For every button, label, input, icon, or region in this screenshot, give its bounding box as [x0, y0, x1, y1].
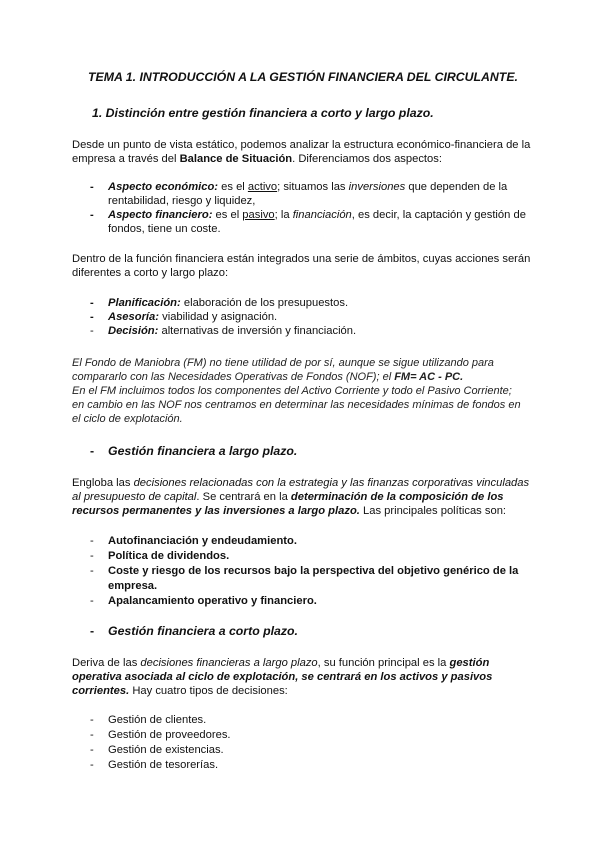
paragraph-line: corrientes. Hay cuatro tipos de decisiones: — [72, 685, 288, 697]
list-item: Decisión: alternativas de inversión y financiación. — [108, 325, 357, 337]
bullet-dash: - — [90, 744, 94, 756]
bullet-dash: - — [90, 444, 95, 458]
list-item-cont: empresa. — [108, 580, 158, 592]
bullet-dash: - — [90, 550, 94, 562]
list-item: Política de dividendos. — [108, 550, 230, 562]
section-heading: 1. Distinción entre gestión financiera a corto y largo plazo. — [92, 106, 434, 120]
bullet-dash: - — [90, 595, 94, 607]
list-item: Coste y riesgo de los recursos bajo la perspectiva del objetivo genérico de la — [108, 565, 519, 577]
list-item: Aspecto económico: es el activo; situamos las inversiones que dependen de la — [108, 181, 508, 193]
list-item-cont: rentabilidad, riesgo y liquidez, — [108, 195, 256, 207]
section-heading: Gestión financiera a corto plazo. — [108, 624, 298, 638]
note-line: compararlo con las Necesidades Operativas de Fondos (NOF); el FM= AC - PC. — [72, 371, 464, 383]
bullet-dash: - — [90, 297, 94, 309]
bullet-dash: - — [90, 535, 94, 547]
list-item: Aspecto financiero: es el pasivo; la financiación, es decir, la captación y gestión de — [108, 209, 526, 221]
note-line: en cambio en las NOF nos centramos en determinar las necesidades mínimas de fondos en — [72, 399, 521, 411]
list-item: Gestión de existencias. — [108, 744, 224, 756]
document-title: TEMA 1. INTRODUCCIÓN A LA GESTIÓN FINANCIERA DEL CIRCULANTE. — [88, 70, 518, 84]
paragraph-line: Dentro de la función financiera están integrados una serie de ámbitos, cuyas acciones serán — [72, 253, 531, 265]
paragraph-line: Engloba las decisiones relacionadas con la estrategia y las finanzas corporativas vinculadas — [72, 477, 530, 489]
list-item: Planificación: elaboración de los presupuestos. — [108, 297, 349, 309]
list-item: Gestión de tesorerías. — [108, 759, 219, 771]
note-line: En el FM incluimos todos los componentes del Activo Corriente y todo el Pasivo Corriente; — [72, 385, 512, 397]
list-item: Apalancamiento operativo y financiero. — [108, 595, 317, 607]
bullet-dash: - — [90, 325, 94, 337]
bullet-dash: - — [90, 714, 94, 726]
bullet-dash: - — [90, 311, 94, 323]
paragraph-line: recursos permanentes y las inversiones a largo plazo. Las principales políticas son: — [72, 505, 507, 517]
paragraph-line: Desde un punto de vista estático, podemos analizar la estructura económico-financiera de la — [72, 139, 531, 151]
bullet-dash: - — [90, 624, 95, 638]
list-item: Autofinanciación y endeudamiento. — [108, 535, 297, 547]
bullet-dash: - — [90, 759, 94, 771]
note-line: el ciclo de explotación. — [72, 413, 183, 425]
list-item: Gestión de clientes. — [108, 714, 207, 726]
bullet-dash: - — [90, 209, 94, 221]
paragraph-line: empresa a través del Balance de Situación. Diferenciamos dos aspectos: — [72, 153, 442, 165]
bullet-dash: - — [90, 181, 94, 193]
bullet-dash: - — [90, 565, 94, 577]
list-item: Asesoría: viabilidad y asignación. — [108, 311, 278, 323]
paragraph-line: al presupuesto de capital. Se centrará en la determinación de la composición de los — [72, 491, 504, 503]
list-item-cont: fondos, tiene un coste. — [108, 223, 221, 235]
paragraph-line: Deriva de las decisiones financieras a largo plazo, su función principal es la gestión — [72, 657, 490, 669]
bullet-dash: - — [90, 729, 94, 741]
list-item: Gestión de proveedores. — [108, 729, 231, 741]
paragraph-line: operativa asociada al ciclo de explotación, se centrará en los activos y pasivos — [72, 671, 493, 683]
section-heading: Gestión financiera a largo plazo. — [108, 444, 298, 458]
paragraph-line: diferentes a corto y largo plazo: — [72, 267, 229, 279]
note-line: El Fondo de Maniobra (FM) no tiene utilidad de por sí, aunque se sigue utilizando para — [72, 357, 494, 369]
